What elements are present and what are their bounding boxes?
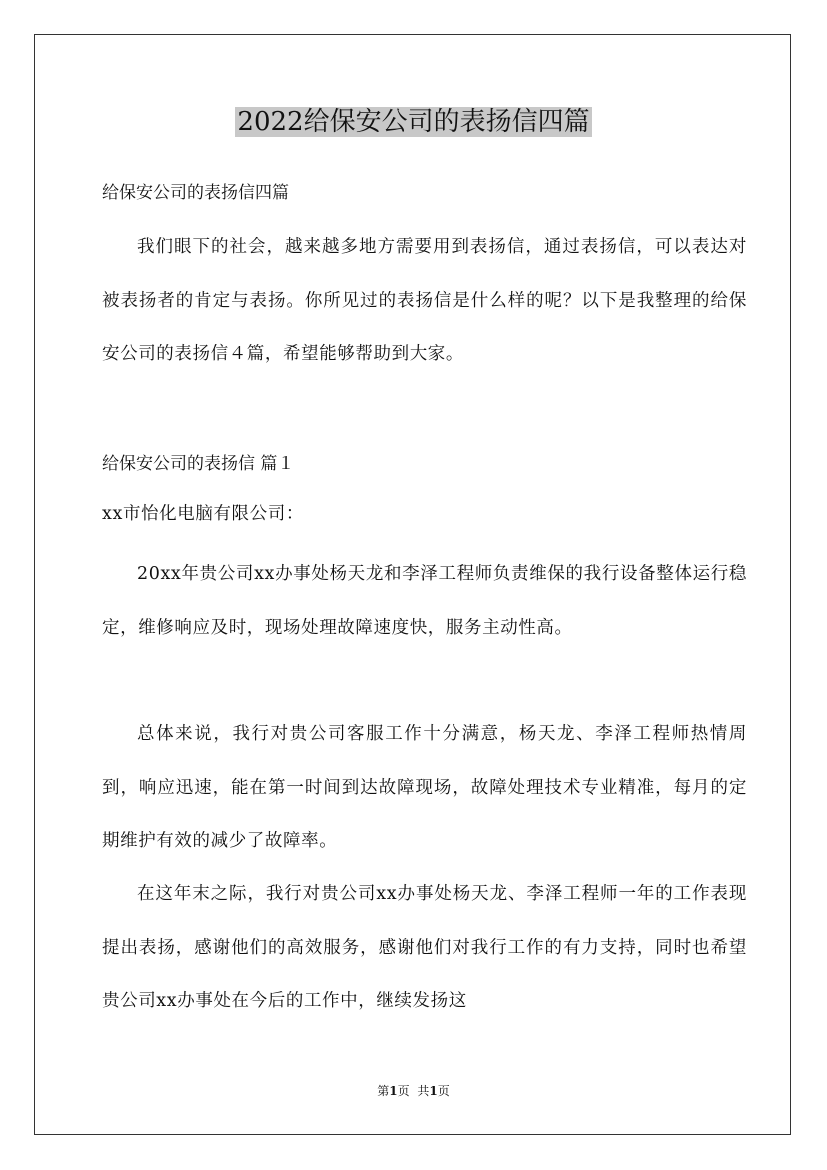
document-subtitle: 给保安公司的表扬信四篇 — [102, 183, 289, 203]
letter-addressee: xx市怡化电脑有限公司： — [102, 504, 304, 524]
page-number: 1 — [389, 1084, 398, 1098]
page-footer — [0, 1083, 827, 1099]
page-label-suffix: 页 — [397, 1084, 410, 1098]
total-label-suffix: 页 — [437, 1084, 450, 1098]
page-label-prefix: 第 — [377, 1084, 390, 1098]
total-label-prefix: 共 — [417, 1084, 430, 1098]
letter-paragraph-2: 总体来说，我行对贵公司客服工作十分满意，杨天龙、李泽工程师热情周到，响应迅速，能在第一时间到达故障现场，故障处理技术专业精准，每月的定期维护有效的减少了故障率。 — [102, 724, 747, 851]
section-heading: 给保安公司的表扬信 篇１ — [102, 454, 295, 474]
total-pages: 1 — [429, 1084, 438, 1098]
document-title-text: 2022给保安公司的表扬信四篇 — [237, 107, 590, 137]
letter-paragraph-1: 20xx年贵公司xx办事处杨天龙和李泽工程师负责维保的我行设备整体运行稳定，维修响应及时，现场处理故障速度快，服务主动性高。 — [102, 564, 747, 638]
intro-paragraph: 我们眼下的社会，越来越多地方需要用到表扬信，通过表扬信，可以表达对被表扬者的肯定与表扬。你所见过的表扬信是什么样的呢？以下是我整理的给保安公司的表扬信４篇，希望能够帮助到大家。 — [102, 237, 747, 364]
document-title — [0, 100, 827, 144]
letter-paragraph-3: 在这年末之际，我行对贵公司xx办事处杨天龙、李泽工程师一年的工作表现提出表扬，感谢他们的高效服务，感谢他们对我行工作的有力支持，同时也希望贵公司xx办事处在今后的工作中，继续发扬这 — [102, 884, 747, 1011]
